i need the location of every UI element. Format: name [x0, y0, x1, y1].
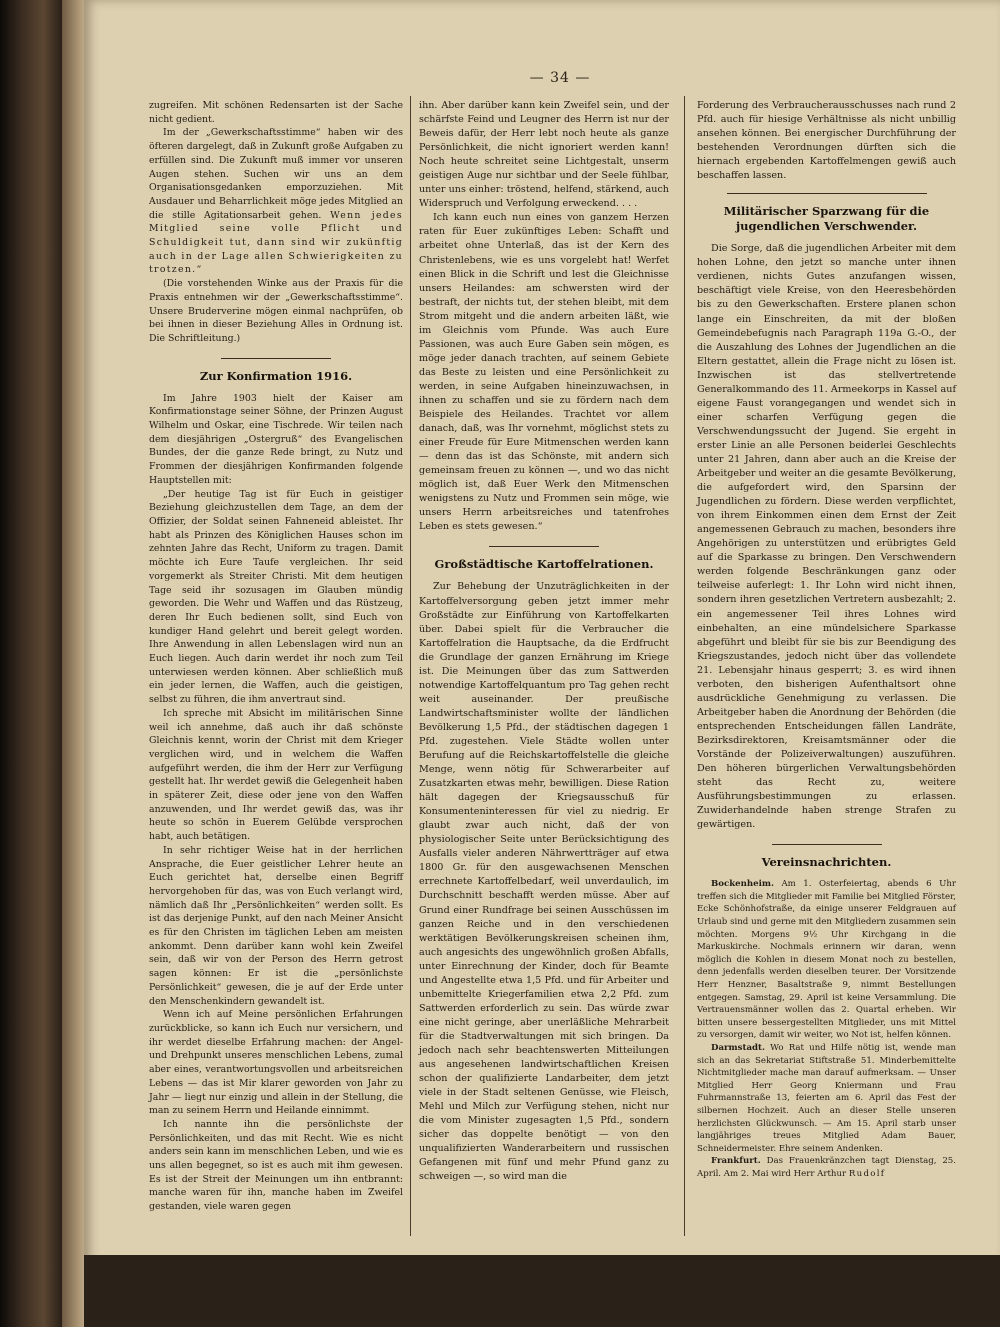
paragraph	[149, 126, 403, 277]
paragraph: ihn. Aber darüber kann kein Zweifel sein, und der schärfste Feind und Leugner des Herrn ist nur der Beweis dafür, der Herr lebt noch heute als ganze Persönlichkeit, die nicht ignoriert werden kann! Noch heute schreitet seine Lichtgestalt, unserm geistigen Auge nur sichtbar und der Seele fühlbar, unter uns einher: tröstend, helfend, stärkend, auch Widerspruch und Verfolgung erweckend. . . .	[419, 100, 669, 210]
article-heading-konfirmation: Zur Konfirmation 1916.	[199, 368, 353, 383]
paragraph: In sehr richtiger Weise hat in der herrlichen Ansprache, die Euer geistlicher Lehrer heute an Euch gerichtet hat, derselbe einen Begriff hervorgehoben für das, was von Euch verlangt wird, nämlich daß Ihr „Persönlichkeiten“ werden sollt. Es ist das derjenige Punkt, auf den nach Meiner Ansicht es für den Christen im täglichen Leben am meisten ankommt. Denn darüber kann wohl kein Zweifel sein, daß wir von der Person des Herrn getrost sagen können: Er ist die „persönlichste Persönlichkeit“ gewesen, die je auf der Erde unter den Menschenkindern gewandelt ist.	[149, 844, 403, 1007]
article-heading-kartoffelrationen: Großstädtische Kartoffelrationen.	[434, 557, 654, 572]
column-right	[697, 99, 956, 1181]
column-divider-1	[410, 96, 411, 1236]
paragraph: Ich nannte ihn die persönlichste der Persönlichkeiten, und das mit Recht. Wie es nicht anders sein kann im menschlichen Leben, und wie es uns allen begegnet, so ist es auch mit ihm gewesen. Es ist der Streit der Meinungen um ihn entbrannt: manche waren für ihn, manche haben im Zweifel gestanden, viele waren gegen	[149, 1118, 403, 1213]
paragraph: Wenn ich auf Meine persönlichen Erfahrungen zurückblicke, so kann ich Euch nur versichern, und ihr werdet dieselbe Erfahrung machen: der Angel- und Drehpunkt unseres menschlichen Lebens, zumal aber eines, verantwortungsvollen und arbeitsreichen Lebens — das ist Mir klarer geworden von Jahr zu Jahr — liegt nur einzig und allein in der Stellung, die man zu seinem Herrn und Heilande einnimmt.	[149, 1009, 403, 1117]
editorial-note: (Die vorstehenden Winke aus der Praxis für die Praxis entnehmen wir der „Gewerkschaftsstimme“. Unsere Bruderverine mögen einmal nachprüfen, ob bei ihnen in dieser Beziehung Alles in Ordnung ist. Die Schriftleitung.)	[149, 278, 403, 344]
news-name: Rudolf	[848, 1168, 886, 1179]
column-middle	[419, 99, 669, 1184]
book-binding	[0, 0, 62, 1327]
paragraph: Im Jahre 1903 hielt der Kaiser am Konfirmationstage seiner Söhne, der Prinzen August Wilhelm und Oskar, eine Tischrede. Wir teilen nach dem diesjährigen „Ostergruß“ des Evangelischen Bundes, der die ganze Rede bringt, zu Nutz und Frommen der diesjährigen Konfirmanden folgende Hauptstellen mit:	[149, 392, 403, 486]
section-rule	[772, 844, 882, 845]
news-city: Frankfurt.	[711, 1156, 761, 1167]
article-heading-sparzwang: Militärischer Sparzwang für die jugendlichen Verschwender.	[723, 204, 930, 234]
news-text: Wo Rat und Hilfe nötig ist, wende man sich an das Sekretariat Stiftstraße 51. Minderbemittelte Nichtmitglieder mache man darauf aufmerksam. — Unser Mitglied Herr Georg Kniermann und Frau Fuhrmannstraße 13, feierten am 6. April das Fest der silbernen Hochzeit. Auch an dieser Stelle unseren herzlichsten Glückwunsch. — Am 15. April starb unser langjähriges treues Mitglied Adam Bauer, Schneidermeister. Ehre seinem Andenken.	[697, 1042, 956, 1154]
paragraph: Ich kann euch nun eines von ganzem Herzen raten für Euer zukünftiges Leben: Schafft und arbeitet ohne Unterlaß, das ist der Kern des Christenlebens, wie es uns vorgelebt hat! Werfet einen Blick in die Schrift und lest die Gleichnisse unsers Heilandes: am schwersten wird der bestraft, der nichts tut, der stehen bleibt, mit dem Strom mitgeht und die andern arbeiten läßt, wie im Gleichnis vom Pfunde. Was auch Eure Passionen, was auch Eure Gaben sein mögen, es möge jeder danach trachten, auf seinem Gebiete das Beste zu leisten und eine Persönlichkeit zu werden, in seine Aufgaben hineinzuwachsen, in ihnen zu schaffen und sie zu fördern nach dem Beispiele des Heilandes. Trachtet vor allem danach, daß, was Ihr vornehmt, möglichst stets zu einer Freude für Eure Mitmenschen werden kann — denn das ist das Schönste, mit andern sich gemeinsam freuen zu können —, und wo das nicht möglich ist, daß Euer Werk den Mitmenschen wenigstens zu Nutz und Frommen sein möge, wie unsers Herrn arbeitsreiches und tatenfrohes Leben es stets gewesen.“	[419, 212, 669, 533]
news-text: Am 1. Osterfeiertag, abends 6 Uhr treffen sich die Mitglieder mit Familie bei Mitglied Förster, Ecke Schönhofstraße, da einige unserer Feldgrauen auf Urlaub sind und gerne mit den Mitgliedern zusammen sein möchten. Morgens 9½ Uhr Kirchgang in die Markuskirche. Nochmals erinnern wir daran, wenn möglich die Kohlen in diesem Monat noch zu bestellen, denn jedenfalls werden dieselben teurer. Der Vorsitzende Herr Henzner, Basaltstraße 9, nimmt Bestellungen entgegen. Samstag, 29. April ist keine Versammlung. Die Vertrauensmänner wollen das 2. Quartal erheben. Wir bitten unsere bessergestellten Mitglieder, uns mit Mittel zu versorgen, damit wir weiter, wo Not ist, helfen können.	[697, 879, 956, 1041]
news-city: Bockenheim.	[711, 879, 774, 890]
paragraph: Die Sorge, daß die jugendlichen Arbeiter mit dem hohen Lohne, den jetzt so manche unter ihnen verdienen, nichts Gutes anzufangen wissen, beschäftigt viele Kreise, von den Heeresbehörden bis zu den Gewerkschaften. Erstere planen schon lange ein Einschreiten, da mit der bloßen Gemeindebefugnis nach Paragraph 119a G.-O., der die Auszahlung des Lohnes der Jugendlichen an die Eltern gestattet, allein die Frage nicht zu lösen ist. Inzwischen ist das stellvertretende Generalkommando des 11. Armeekorps in Kassel auf eigene Faust vorangegangen und wendet sich in einer scharfen Verfügung gegen die Verschwendungssucht der Jugend. Sie ergeht in erster Linie an alle Personen beiderlei Geschlechts unter 21 Jahren, dann aber auch an die Kreise der Arbeitgeber und weiter an die gesamte Bevölkerung, die aufgefordert wird, den Sparsinn der Jugendlichen zu fördern. Diese werden verpflichtet, von ihrem Einkommen einen dem Ernst der Zeit angemessenen Gebrauch zu machen, besonders ihre Angehörigen zu unterstützen und erübrigtes Geld auf die Sparkasse zu bringen. Den Verschwendern werden folgende Beschränkungen ganz oder teilweise auferlegt: 1. Ihr Lohn wird nicht ihnen, sondern ihren gesetzlichen Vertretern ausbezahlt; 2. ein angemessener Teil ihres Lohnes wird einbehalten, an eine mündelsichere Sparkasse abgeführt und bleibt für sie bis zur Beendigung des Kriegszustandes, jedoch nicht über das vollendete 21. Lebensjahr hinaus gesperrt; 3. es wird ihnen verboten, den bisherigen Aufenthaltsort ohne ausdrückliche Genehmigung zu verlassen. Die Arbeitgeber haben die Anordnung der Behörden (die entsprechenden Entscheidungen fällen Landräte, Bezirksdirektoren, Kreisamtsmänner oder die Vorstände der Polizeiverwaltungen) auszuführen. Den höheren bürgerlichen Verwaltungsbehörden steht das Recht zu, weitere Ausführungsbestimmungen zu erlassen. Zuwiderhandelnde haben strenge Strafen zu gewärtigen.	[697, 243, 956, 831]
paragraph: „Der heutige Tag ist für Euch in geistiger Beziehung gleichzustellen dem Tage, an dem der Offizier, der Soldat seinen Fahneneid ableistet. Ihr habt als Prinzen des Königlichen Hauses schon im zehnten Jahre das Recht, Uniform zu tragen. Damit möchte ich Eure Taufe vergleichen. Ihr seid vorgemerkt als Streiter Christi. Mit dem heutigen Tage seid ihr sozusagen im Glauben mündig geworden. Die Wehr und Waffen und das Rüstzeug, deren Ihr Euch bedienen sollt, sind Euch von kundiger Hand gelehrt und bereit gelegt worden. Ihre Anwendung in allen Lebenslagen wird nun an Euch liegen. Auch darin werdet ihr noch zum Teil unterwiesen werden können. Aber schließlich muß ein jeder lernen, die Waffen, auch die geistigen, selbst zu führen, die ihm anvertraut sind.	[149, 488, 403, 706]
section-rule	[489, 546, 599, 547]
paragraph: zugreifen. Mit schönen Redensarten ist der Sache nicht gedient.	[149, 100, 403, 125]
news-text: Das Frauenkränzchen tagt Dienstag, 25. April. Am 2. Mai wird Herr Arthur	[697, 1156, 957, 1179]
spaced-text: Wenn jedes Mitglied seine volle Pflicht und Schuldigkeit tut, dann sind wir zukünftig auch in der Lage allen Schwierigkeiten zu trotzen.“	[149, 209, 403, 276]
news-item	[697, 1042, 956, 1155]
paragraph: Ich spreche mit Absicht im militärischen Sinne weil ich annehme, daß auch ihr daß schönste Gleichnis kennt, worin der Christ mit dem Krieger verglichen wird, und in welchem die Waffen aufgeführt werden, die ihm der Herr zur Verfügung gestellt hat. Ihr werdet gewiß die Gelegenheit haben in späterer Zeit, diese oder jene von den Waffen anzuwenden, und Ihr werdet gewiß das, was ihr heute so schön in Euerem Gelübde versprochen habt, auch betätigen.	[149, 707, 403, 843]
section-heading-vereinsnachrichten: Vereinsnachrichten.	[761, 855, 892, 870]
column-divider-2	[684, 96, 685, 1236]
section-rule	[727, 193, 927, 194]
paragraph-text: Im der „Gewerkschaftsstimme“ haben wir des öfteren dargelegt, daß in Zukunft große Aufgaben zu erfüllen sind. Die Zukunft muß immer vor unseren Augen stehen. Suchen wir uns an dem Organisationsgedanken emporzuziehen. Mit Ausdauer und Beharrlichkeit möge jedes Mitglied an die stille Agitationsarbeit gehen.	[149, 127, 403, 221]
page-number: — 34 —	[529, 70, 591, 86]
news-city: Darmstadt.	[711, 1042, 765, 1053]
page-lower-edge	[84, 1255, 1000, 1327]
news-item	[697, 1155, 956, 1180]
news-item	[697, 878, 956, 1042]
column-left	[149, 99, 403, 1214]
paragraph: Zur Behebung der Unzuträglichkeiten in der Kartoffelversorgung geben jetzt immer mehr Großstädte zur Einführung von Kartoffelkarten über. Dabei spielt für die Verbraucher die Kartoffelration die Hauptsache, da die Erdfrucht die Grundlage der ganzen Ernährung im Kriege ist. Die Meinungen über das zum Sattwerden notwendige Kartoffelquantum pro Tag gehen recht weit auseinander. Der preußische Landwirtschaftsminister wollte der ländlichen Bevölkerung 1,5 Pfd., der städtischen dagegen 1 Pfd. zugestehen. Viele Städte wollen unter Berufung auf die Reichskartoffelstelle die gleiche Menge, wenn nötig für Schwerarbeiter auf Zusatzkarten etwas mehr, bewilligen. Diese Ration hält dagegen der Kriegsausschuß für Konsumenteninteressen für viel zu niedrig. Er glaubt zwar auch nicht, daß der von physiologischer Seite unter Berücksichtigung des Ausfalls vieler anderen Nährwertträger auf etwa 1800 Gr. für den ausgewachsenen Menschen errechnete Kartoffelbedarf, weil unverdaulich, im Durchschnitt beschafft werden müsse. Aber auf Grund einer Rundfrage bei seinen Ausschüssen im ganzen Reiche und in den verschiedenen werktätigen Bevölkerungskreisen scheinen ihm, auch angesichts des ungewöhnlich großen Abfalls, unter Einrechnung der Kinder, doch für Beamte und Angestellte etwa 1,5 Pfd. und für Arbeiter und unbemittelte Kriegerfamilien etwa 2,2 Pfd. zum Sattwerden erforderlich zu sein. Das würde zwar eine nicht geringe, aber unerläßliche Mehrarbeit für die Stadtverwaltungen mit sich bringen. Da jedoch nach sehr beachtenswerten Mitteilungen aus angesehenen landwirtschaftlichen Kreisen schon der qualifizierte Landarbeiter, dem jetzt viele in der Stadt seltenen Genüsse, wie Fleisch, Mehl und Milch zur Verfügung stehen, nicht nur die vom Minister zugesagten 1,5 Pfd., sondern sicher das doppelte benötigt — von den unqualifizierten Wanderarbeitern und russischen Gefangenen mit fünf und mehr Pfund ganz zu schweigen —, so wird man die	[419, 581, 669, 1183]
paragraph: Forderung des Verbraucherausschusses nach rund 2 Pfd. auch für hiesige Verhältnisse als nicht unbillig ansehen können. Bei energischer Durchführung der bestehenden Verordnungen dürften sich die hiernach ergebenden Kartoffelmengen gewiß auch beschaffen lassen.	[697, 100, 956, 182]
section-rule	[221, 358, 331, 359]
